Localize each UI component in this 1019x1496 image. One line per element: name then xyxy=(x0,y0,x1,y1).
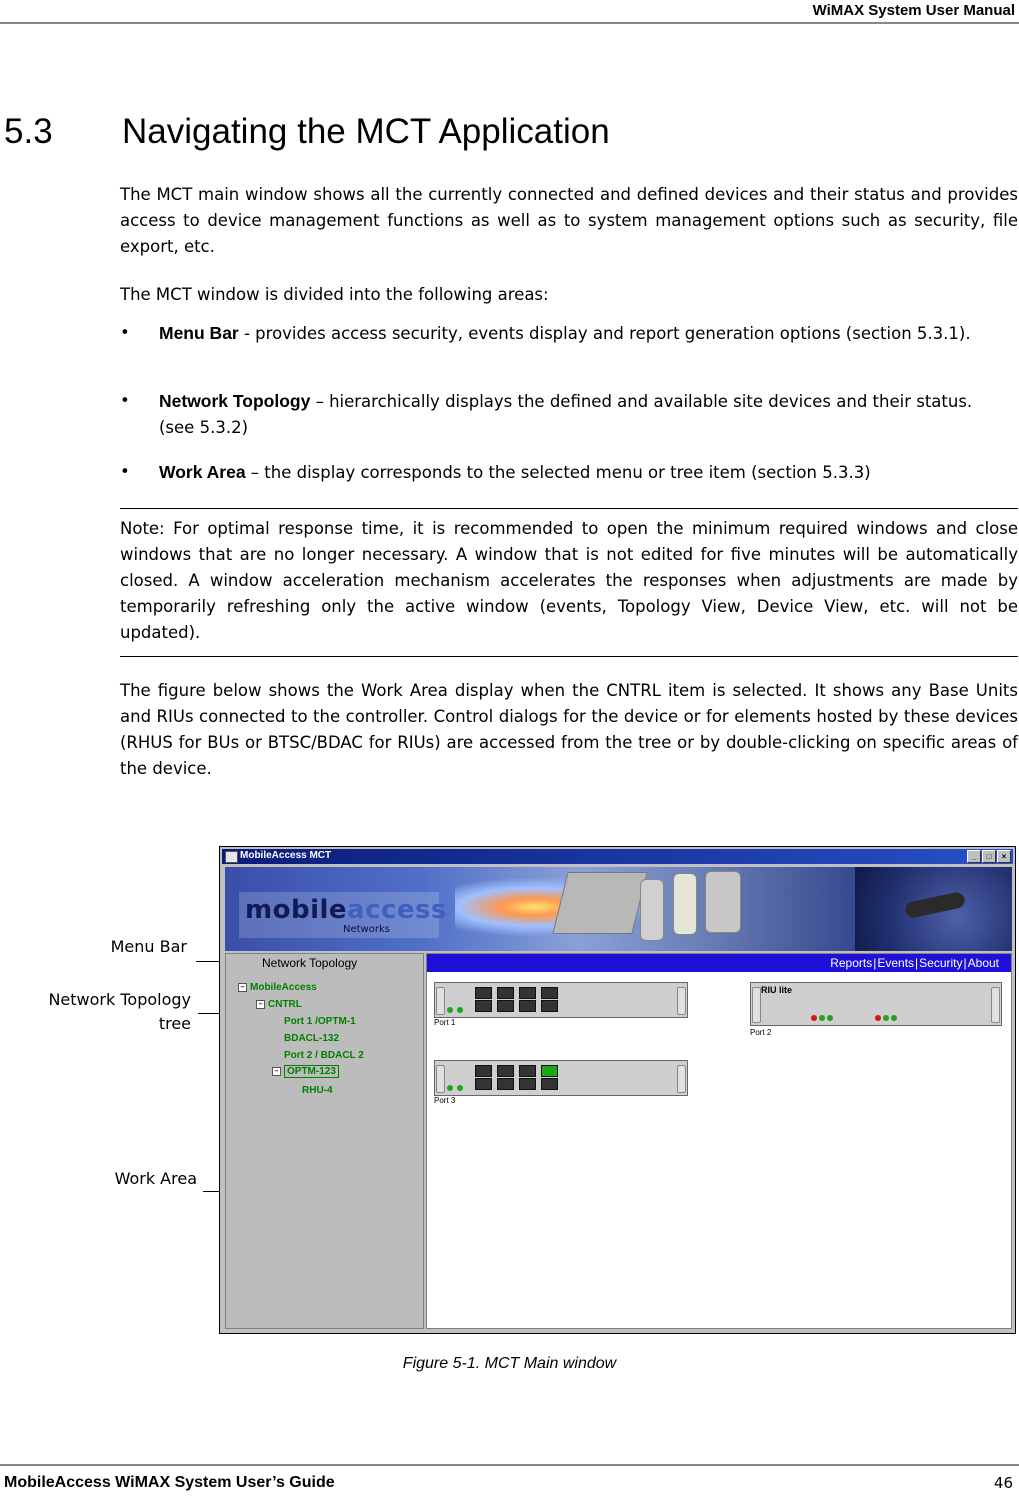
module-slot[interactable] xyxy=(475,987,492,999)
menu-items xyxy=(830,956,999,970)
menu-security[interactable]: Security xyxy=(919,956,963,970)
menu-events[interactable]: Events xyxy=(877,956,915,970)
window-title: MobileAccess MCT xyxy=(240,850,332,861)
bullet-term: Menu Bar xyxy=(159,323,239,343)
section-number: 5.3 xyxy=(4,112,53,151)
page-header xyxy=(0,0,1019,24)
window-titlebar xyxy=(222,849,1013,864)
module-slot[interactable] xyxy=(475,1078,492,1090)
bullet-text: - provides access security, events display and report generation options (section 5.3.1). xyxy=(238,324,971,343)
port-label: Port 2 xyxy=(750,1028,772,1037)
port-label: Port 3 xyxy=(434,1096,456,1105)
bullet-dot: • xyxy=(120,323,130,342)
bullet-menu-bar xyxy=(120,320,980,347)
collapse-icon[interactable]: – xyxy=(256,1000,265,1009)
module-slot[interactable] xyxy=(519,1000,536,1012)
brand-banner xyxy=(225,867,1012,951)
status-led xyxy=(811,1015,817,1021)
status-led xyxy=(457,1007,463,1013)
bullet-text: – hierarchically displays the defined and available site devices and their status. (see 5.3.2) xyxy=(159,392,973,437)
app-icon xyxy=(225,851,238,863)
tree-item-port2[interactable]: Port 2 / BDACL 2 xyxy=(284,1050,364,1061)
module-slot[interactable] xyxy=(497,987,514,999)
tree-item-mobileaccess[interactable] xyxy=(238,982,317,993)
module-slot[interactable] xyxy=(497,1065,514,1077)
module-slot[interactable] xyxy=(541,987,558,999)
menu-bar xyxy=(427,954,1011,972)
network-topology-pane xyxy=(225,953,424,1329)
areas-intro-paragraph: The MCT window is divided into the following areas: xyxy=(120,285,549,304)
tree-item-cntrl[interactable] xyxy=(256,999,302,1010)
status-led xyxy=(883,1015,889,1021)
base-unit-port1[interactable] xyxy=(434,982,688,1018)
tree-item-optm-123[interactable] xyxy=(272,1066,339,1077)
collapse-icon[interactable]: – xyxy=(238,983,247,992)
callout-network-topology-line2: tree xyxy=(158,1014,191,1033)
rack-ear xyxy=(991,987,1000,1023)
rack-ear xyxy=(677,987,686,1015)
pda-graphic xyxy=(673,873,697,935)
footer-page-number: 46 xyxy=(993,1474,1013,1492)
pda-graphic xyxy=(705,871,741,933)
menu-separator: | xyxy=(873,956,877,970)
bullet-term: Network Topology xyxy=(159,391,311,411)
logo-main: mobile xyxy=(245,895,348,925)
status-led xyxy=(447,1007,453,1013)
page-footer-rule xyxy=(0,1464,1019,1466)
minimize-button[interactable]: _ xyxy=(967,850,981,863)
tree-item-rhu-4[interactable]: RHU-4 xyxy=(302,1085,333,1096)
menu-separator: | xyxy=(915,956,919,970)
status-led xyxy=(819,1015,825,1021)
status-led xyxy=(875,1015,881,1021)
callout-network-topology-line1: Network Topology xyxy=(48,990,191,1009)
status-led xyxy=(827,1015,833,1021)
callout-menu-bar: Menu Bar xyxy=(110,937,187,956)
work-area-pane xyxy=(426,953,1012,1329)
section-heading xyxy=(4,112,610,152)
tree-item-label: CNTRL xyxy=(268,999,302,1010)
section-title: Navigating the MCT Application xyxy=(122,112,610,151)
status-led xyxy=(447,1085,453,1091)
rack-ear xyxy=(677,1065,686,1093)
module-slot[interactable] xyxy=(497,1000,514,1012)
status-led xyxy=(891,1015,897,1021)
module-slot[interactable] xyxy=(519,987,536,999)
close-button[interactable]: × xyxy=(997,850,1011,863)
logo-subtitle: Networks xyxy=(343,924,390,935)
bullet-dot: • xyxy=(120,462,130,481)
callout-work-area: Work Area xyxy=(114,1169,197,1188)
module-slot[interactable] xyxy=(497,1078,514,1090)
note-bottom-rule xyxy=(120,656,1018,657)
module-slot[interactable] xyxy=(541,1000,558,1012)
intro-paragraph: The MCT main window shows all the currently connected and defined devices and their status and provides access to device management functions as well as to system management options such as security, file export, etc. xyxy=(120,185,1018,256)
menu-reports[interactable]: Reports xyxy=(830,956,873,970)
tree-item-label: MobileAccess xyxy=(250,982,317,993)
module-slot[interactable] xyxy=(541,1078,558,1090)
rack-ear xyxy=(436,1065,445,1093)
note-top-rule xyxy=(120,508,1018,509)
rack-ear xyxy=(752,987,761,1023)
tree-item-label: OPTM-123 xyxy=(284,1065,339,1078)
bullet-term: Work Area xyxy=(159,462,246,482)
status-led xyxy=(457,1085,463,1091)
tree-item-bdacl-132[interactable]: BDACL-132 xyxy=(284,1033,340,1044)
header-title: WiMAX System User Manual xyxy=(812,2,1015,19)
mobileaccess-logo xyxy=(245,895,447,925)
tree-item-port1[interactable]: Port 1 /OPTM-1 xyxy=(284,1016,356,1027)
laptop-graphic xyxy=(552,872,647,934)
port-label: Port 1 xyxy=(434,1018,456,1027)
module-slot[interactable] xyxy=(541,1065,558,1077)
mct-main-window-screenshot xyxy=(219,846,1016,1334)
window-controls xyxy=(966,850,1011,863)
bullet-work-area xyxy=(120,459,980,486)
menu-about[interactable]: About xyxy=(967,956,999,970)
logo-accent: access xyxy=(347,895,447,925)
base-unit-port3[interactable] xyxy=(434,1060,688,1096)
maximize-button[interactable]: □ xyxy=(982,850,996,863)
bullet-network-topology xyxy=(120,388,980,441)
collapse-icon[interactable]: – xyxy=(272,1067,281,1076)
menu-separator: | xyxy=(963,956,967,970)
figure-caption: Figure 5-1. MCT Main window xyxy=(402,1355,617,1372)
network-topology-title: Network Topology xyxy=(262,956,358,970)
module-slot[interactable] xyxy=(519,1078,536,1090)
module-slot[interactable] xyxy=(475,1000,492,1012)
module-slot[interactable] xyxy=(475,1065,492,1077)
module-slot[interactable] xyxy=(519,1065,536,1077)
note-paragraph: Note: For optimal response time, it is recommended to open the minimum required windows and close windows that are no longer necessary. A window that is not edited for five minutes will be automatically closed. A window acceleration mechanism accelerates the responses when adjustments are made by temporarily refreshing only the active window (events, Topology View, Device View, etc. will not be updated). xyxy=(120,519,1018,642)
riu-lite-port2[interactable] xyxy=(750,982,1002,1026)
footer-guide-title: MobileAccess WiMAX System User’s Guide xyxy=(4,1474,335,1491)
rack-ear xyxy=(436,987,445,1015)
bullet-text: – the display corresponds to the selected menu or tree item (section 5.3.3) xyxy=(245,463,871,482)
bullet-dot: • xyxy=(120,391,130,410)
riu-title: RIU lite xyxy=(761,985,793,995)
phone-graphic xyxy=(640,879,664,941)
work-area-paragraph: The figure below shows the Work Area display when the CNTRL item is selected. It shows any Base Units and RIUs connected to the controller. Control dialogs for the device or for elements hosted by these devices (RHUS for BUs or BTSC/BDAC for RIUs) are accessed from the tree or by double-clicking on specific areas of the device. xyxy=(120,681,1018,778)
